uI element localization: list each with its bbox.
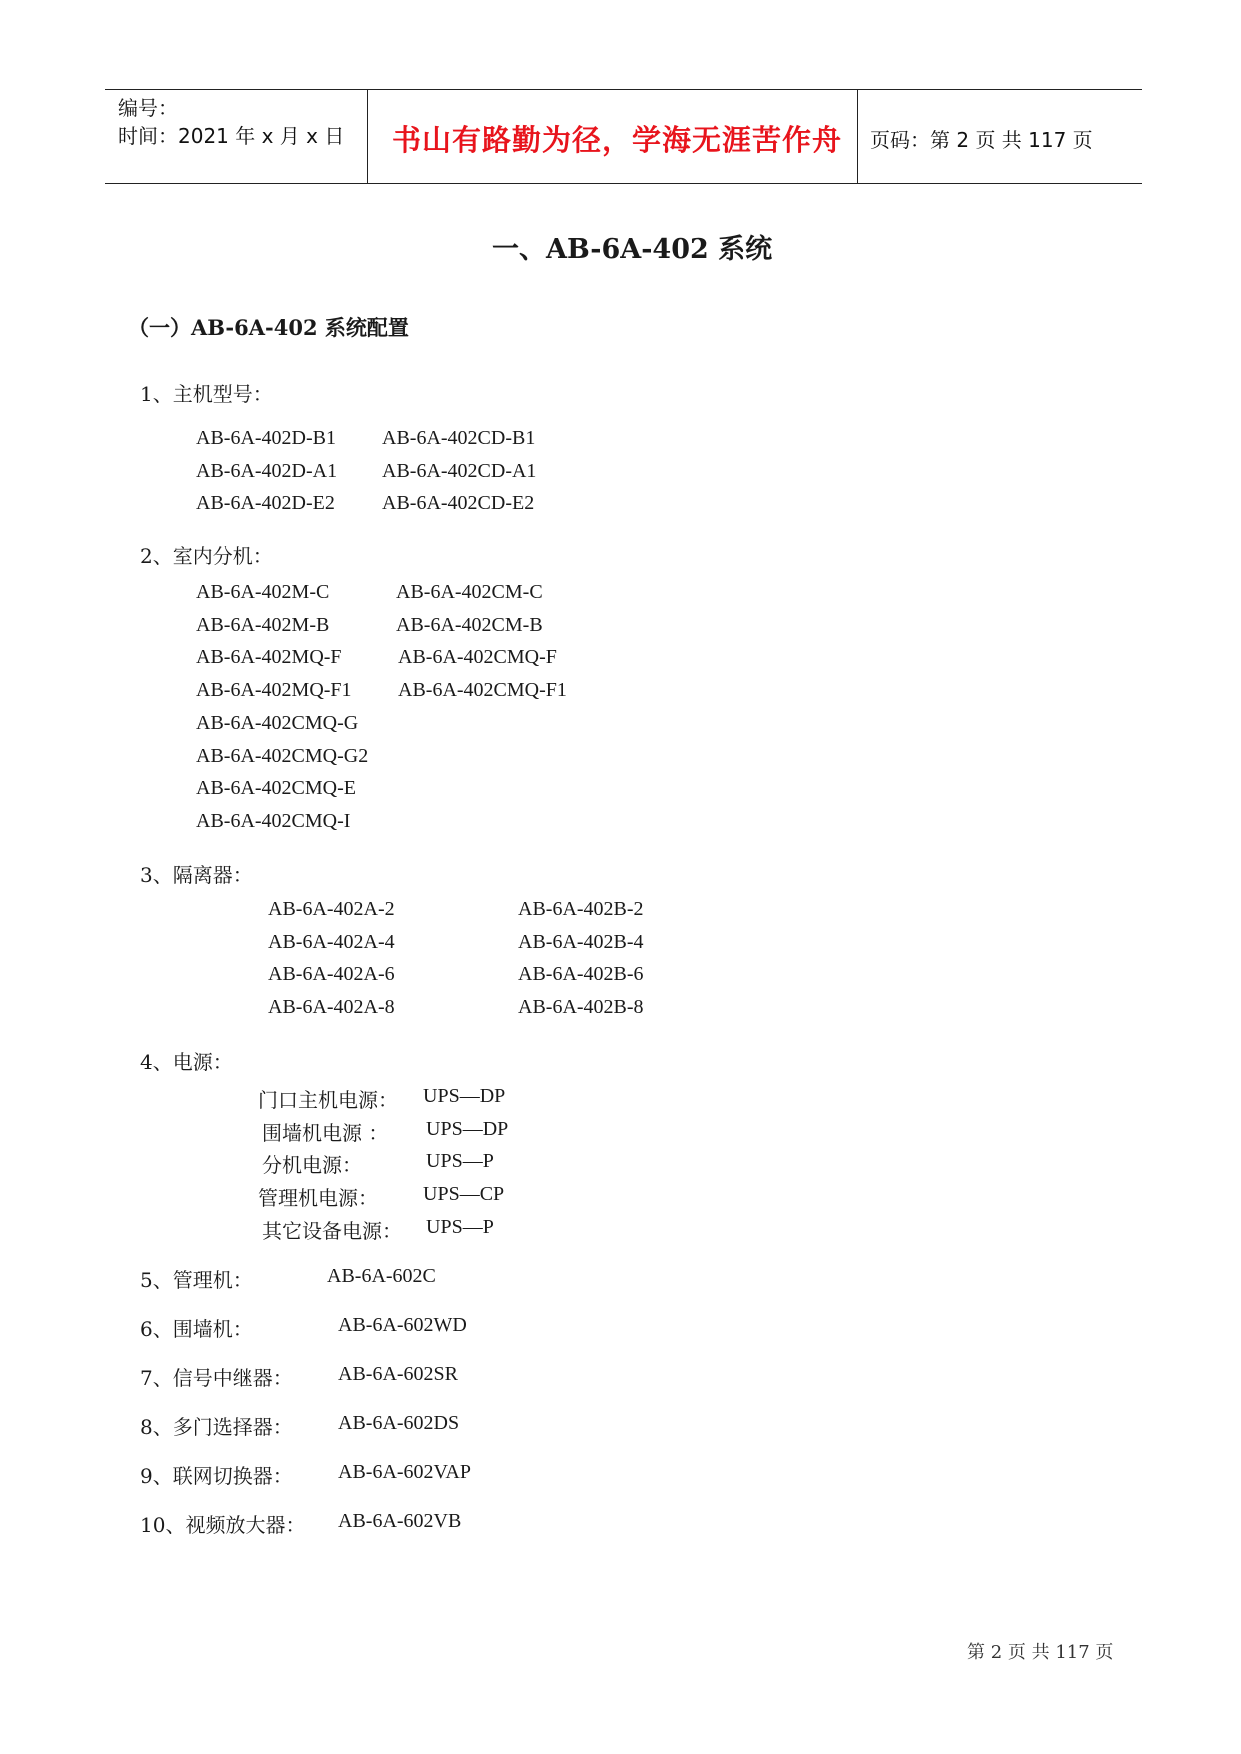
section-heading-video-amp: 10、视频放大器： — [140, 1513, 306, 1537]
section-heading-network-switch: 9、联网切换器： — [140, 1464, 293, 1488]
list-item: AB-6A-402CMQ-F1 — [398, 679, 567, 701]
section-heading-isolator: 3、隔离器： — [140, 863, 253, 887]
list-item: AB-6A-402M-C — [196, 581, 330, 603]
section-heading-host: 1、主机型号： — [140, 382, 273, 406]
list-item: AB-6A-402B-2 — [518, 898, 644, 920]
power-value: UPS—P — [426, 1150, 494, 1172]
header-divider — [857, 90, 858, 183]
list-item: AB-6A-602VAP — [338, 1461, 471, 1483]
header-time-label: 时间：2021 年 x 月 x 日 — [118, 124, 345, 148]
list-item: AB-6A-402A-2 — [268, 898, 395, 920]
header-motto: 书山有路勤为径，学海无涯苦作舟 — [392, 123, 843, 157]
section-heading-door-selector: 8、多门选择器： — [140, 1415, 293, 1439]
list-item: AB-6A-602VB — [338, 1510, 462, 1532]
list-item: AB-6A-402B-6 — [518, 963, 644, 985]
power-label: 分机电源： — [262, 1153, 362, 1177]
section-heading-indoor: 2、室内分机： — [140, 544, 273, 568]
list-item: AB-6A-602WD — [338, 1314, 467, 1336]
power-value: UPS—DP — [423, 1085, 506, 1107]
list-item: AB-6A-402D-B1 — [196, 427, 336, 449]
section-heading-manager: 5、管理机： — [140, 1268, 253, 1292]
list-item: AB-6A-402CMQ-E — [196, 777, 356, 799]
list-item: AB-6A-402A-8 — [268, 996, 395, 1018]
power-label: 门口主机电源： — [258, 1088, 398, 1112]
power-value: UPS—P — [426, 1216, 494, 1238]
list-item: AB-6A-402B-4 — [518, 931, 644, 953]
page-title: 一、AB-6A-402 系统 — [492, 234, 773, 265]
list-item: AB-6A-402CMQ-I — [196, 810, 351, 832]
list-item: AB-6A-402CMQ-G2 — [196, 745, 369, 767]
list-item: AB-6A-402CM-B — [396, 614, 543, 636]
page-footer: 第 2 页 共 117 页 — [967, 1642, 1114, 1663]
section-heading-repeater: 7、信号中继器： — [140, 1366, 293, 1390]
list-item: AB-6A-402CD-E2 — [382, 492, 535, 514]
list-item: AB-6A-602C — [327, 1265, 436, 1287]
list-item: AB-6A-402D-A1 — [196, 460, 338, 482]
list-item: AB-6A-602SR — [338, 1363, 459, 1385]
list-item: AB-6A-402A-4 — [268, 931, 395, 953]
list-item: AB-6A-402MQ-F — [196, 646, 342, 668]
section-heading-wall: 6、围墙机： — [140, 1317, 253, 1341]
list-item: AB-6A-402CD-B1 — [382, 427, 536, 449]
header-number-label: 编号： — [118, 96, 178, 120]
list-item: AB-6A-602DS — [338, 1412, 460, 1434]
power-label: 其它设备电源： — [262, 1219, 402, 1243]
power-label: 管理机电源： — [258, 1186, 378, 1210]
list-item: AB-6A-402B-8 — [518, 996, 644, 1018]
list-item: AB-6A-402CM-C — [396, 581, 543, 603]
list-item: AB-6A-402MQ-F1 — [196, 679, 352, 701]
section-heading-power: 4、电源： — [140, 1050, 233, 1074]
list-item: AB-6A-402CMQ-G — [196, 712, 359, 734]
list-item: AB-6A-402CMQ-F — [398, 646, 557, 668]
power-label: 围墙机电源 ： — [262, 1121, 389, 1145]
list-item: AB-6A-402A-6 — [268, 963, 395, 985]
list-item: AB-6A-402CD-A1 — [382, 460, 537, 482]
section-subtitle: （一）AB-6A-402 系统配置 — [128, 315, 409, 340]
header-page-info: 页码：第 2 页 共 117 页 — [870, 128, 1093, 152]
list-item: AB-6A-402M-B — [196, 614, 330, 636]
header-divider — [367, 90, 368, 183]
list-item: AB-6A-402D-E2 — [196, 492, 335, 514]
power-value: UPS—DP — [426, 1118, 509, 1140]
power-value: UPS—CP — [423, 1183, 505, 1205]
